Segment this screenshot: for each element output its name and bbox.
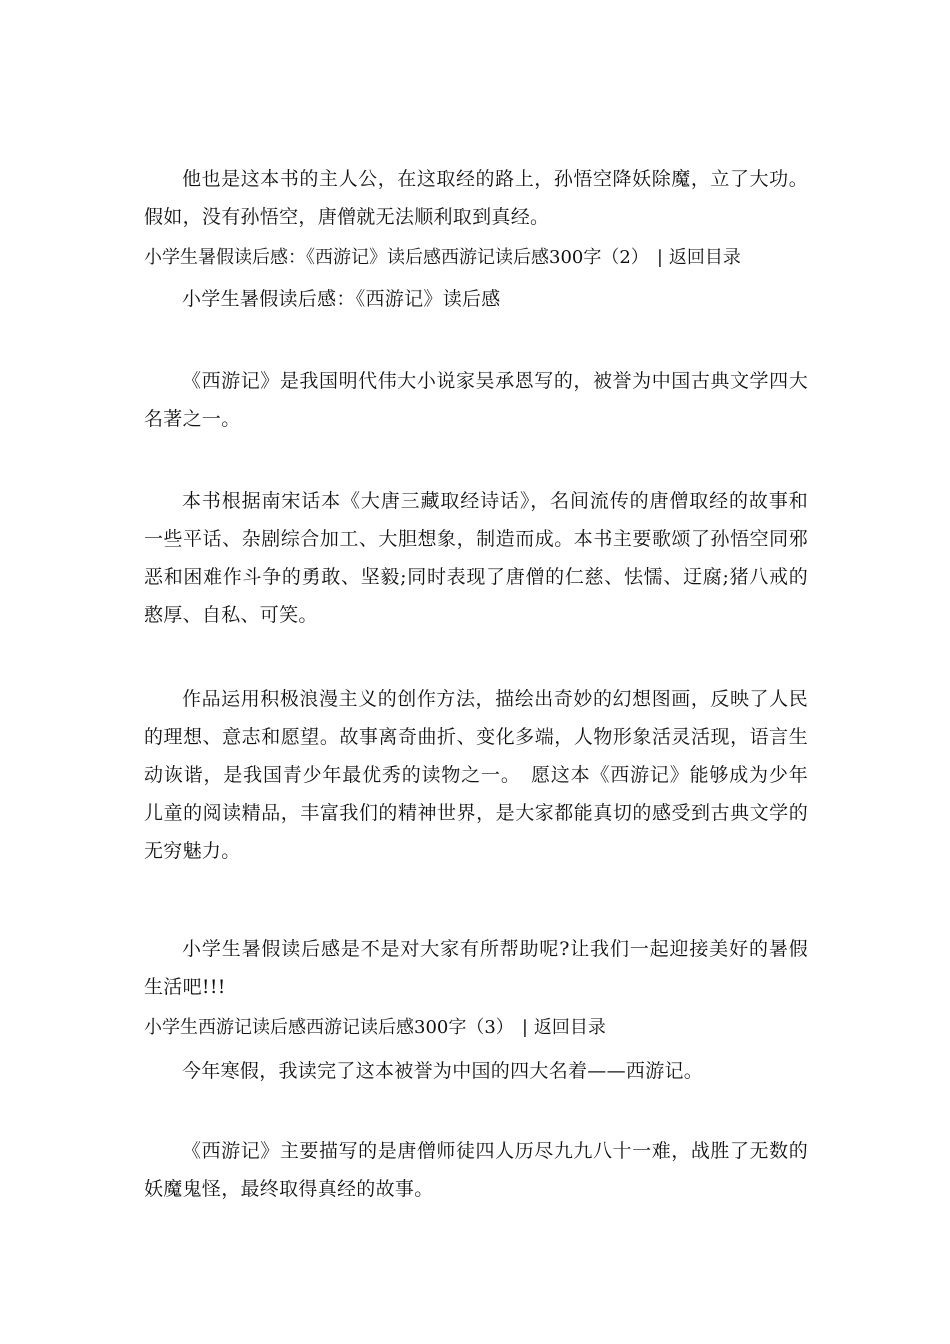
paragraph-subtitle: 小学生暑假读后感：《西游记》读后感: [182, 288, 501, 310]
paragraph-source: 本书根据南宋话本《大唐三藏取经诗话》，名间流传的唐僧取经的故事和一些平话、杂剧综合加工、大胆想象，制造而成。本书主要歌颂了孙悟空同邪恶和困难作斗争的勇敢、坚毅;同时表现了唐僧的仁慈、怯懦、迂腐;猪八戒的憨厚、自私、可笑。: [144, 490, 808, 626]
section-separator: |: [521, 1017, 528, 1038]
back-to-toc-link[interactable]: 返回目录: [668, 247, 741, 268]
section-title: 小学生西游记读后感西游记读后感300字（3）: [144, 1017, 514, 1038]
section-heading-3: [144, 1013, 844, 1043]
paragraph-method: 作品运用积极浪漫主义的创作方法，描绘出奇妙的幻想图画，反映了人民的理想、意志和愿望。故事离奇曲折、变化多端，人物形象活灵活现，语言生动诙谐，是我国青少年最优秀的读物之一。 愿这本《西游记》能够成为少年儿童的阅读精品，丰富我们的精神世界，是大家都能真切的感受到古典文学的无穷魅力。: [144, 688, 808, 862]
section-heading-2: [144, 243, 844, 273]
section-title: 小学生暑假读后感：《西游记》读后感西游记读后感300字（2）: [144, 247, 649, 268]
paragraph-intro: 《西游记》是我国明代伟大小说家吴承恩写的，被誉为中国古典文学四大名著之一。: [144, 370, 808, 430]
paragraph-summary: 《西游记》主要描写的是唐僧师徒四人历尽九九八十一难，战胜了无数的妖魔鬼怪，最终取得真经的故事。: [144, 1140, 808, 1200]
paragraph-closing: 小学生暑假读后感是不是对大家有所帮助呢?让我们一起迎接美好的暑假生活吧!!!: [144, 938, 808, 998]
back-to-toc-link[interactable]: 返回目录: [533, 1017, 606, 1038]
paragraph-sun-wukong: 他也是这本书的主人公，在这取经的路上，孙悟空降妖除魔，立了大功。假如，没有孙悟空，唐僧就无法顺利取到真经。: [144, 168, 808, 228]
paragraph-winter-break: 今年寒假，我读完了这本被誉为中国的四大名着——西游记。: [182, 1060, 704, 1082]
section-separator: |: [656, 247, 663, 268]
